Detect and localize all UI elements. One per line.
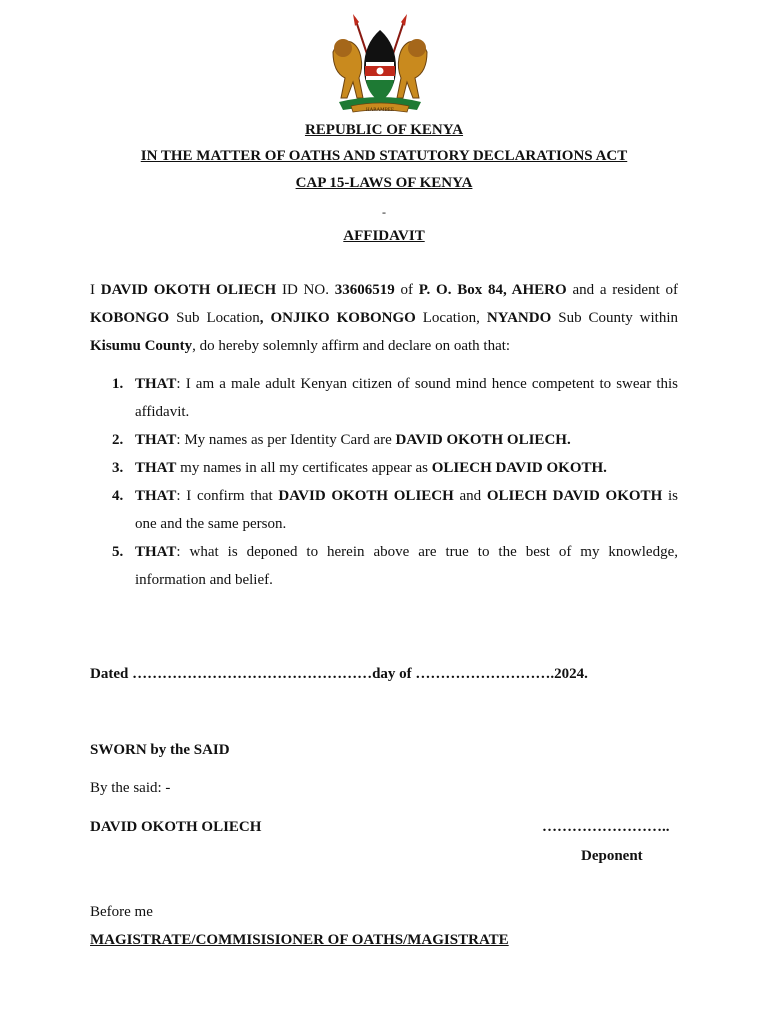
by-said-line: By the said: - xyxy=(90,780,171,796)
dated-line: Dated …………………………………………day of ……………………….2024. xyxy=(90,666,588,682)
separator-dash: - xyxy=(382,205,386,219)
cap-heading: CAP 15-LAWS OF KENYA xyxy=(295,175,473,191)
sub-location: KOBONGO xyxy=(90,310,170,326)
motto-text: HARAMBEE xyxy=(365,108,395,113)
postal-address: P. O. Box 84, AHERO xyxy=(418,282,567,298)
location: , ONJIKO KOBONGO xyxy=(259,310,416,326)
signature-line: …………………….. xyxy=(542,819,670,835)
kenya-coat-of-arms xyxy=(325,12,435,116)
list-item: 5. THAT: what is deponed to herein above are true to the best of my knowledge, information and belief. xyxy=(112,544,678,588)
matter-heading: IN THE MATTER OF OATHS AND STATUTORY DECLARATIONS ACT xyxy=(140,148,628,164)
sworn-line: SWORN by the SAID xyxy=(90,742,230,758)
declaration-list xyxy=(90,370,678,594)
deponent-label: Deponent xyxy=(581,848,643,864)
list-item: 1. THAT: I am a male adult Kenyan citizen of sound mind hence competent to swear this affidavit. xyxy=(112,376,678,420)
intro-paragraph: I DAVID OKOTH OLIECH ID NO. 33606519 of P. O. Box 84, AHERO and a resident of KOBONGO Sub Location, ONJIKO KOBONGO Location, NYANDO Sub County within Kisumu County, do hereby solemnly affirm and declare on oath that: xyxy=(90,282,679,354)
deponent-name: DAVID OKOTH OLIECH xyxy=(100,282,277,298)
country-heading: REPUBLIC OF KENYA xyxy=(304,122,464,138)
county: Kisumu County xyxy=(90,338,193,354)
list-item: 3. THAT my names in all my certificates appear as OLIECH DAVID OKOTH. xyxy=(112,460,607,476)
document-title: AFFIDAVIT xyxy=(343,228,425,244)
before-me-line: Before me xyxy=(90,904,153,920)
list-item: 2. THAT: My names as per Identity Card are DAVID OKOTH OLIECH. xyxy=(112,432,571,448)
sub-county: NYANDO xyxy=(486,310,552,326)
list-item: 4. THAT: I confirm that DAVID OKOTH OLIECH and OLIECH DAVID OKOTH is one and the same person. xyxy=(112,488,678,532)
commissioner-line: MAGISTRATE/COMMISISIONER OF OATHS/MAGISTRATE xyxy=(90,932,509,948)
deponent-name-line: DAVID OKOTH OLIECH xyxy=(90,819,262,835)
id-number: 33606519 xyxy=(334,282,395,298)
